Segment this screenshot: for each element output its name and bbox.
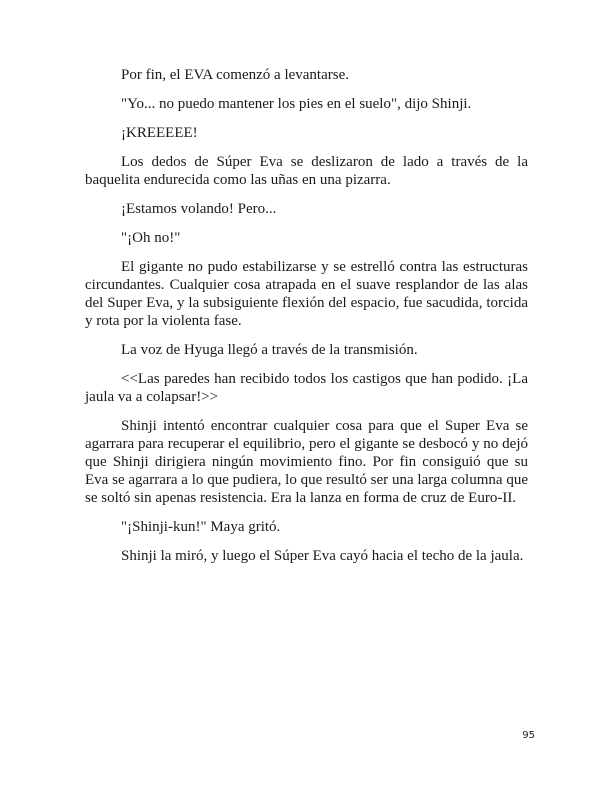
paragraph: La voz de Hyuga llegó a través de la transmisión. [121,342,418,358]
paragraph: Por fin, el EVA comenzó a levantarse. [121,67,349,83]
paragraph: Shinji intentó encontrar cualquier cosa para que el Super Eva se agarrara para recuperar el equilibrio, pero el gigante se desbocó y no dejó que Shinji dirigiera ningún movimiento fino. Por fin consiguió que su Eva se agarrara a lo que pudiera, lo que resultó ser una larga columna que se soltó sin apenas resistencia. Era la lanza en forma de cruz de Euro-II. [85,418,528,506]
paragraph: Los dedos de Súper Eva se deslizaron de lado a través de la baquelita endurecida como las uñas en una pizarra. [85,154,528,188]
page-number: 95 [522,730,535,741]
paragraph: ¡KREEEEE! [121,125,198,141]
paragraph: "¡Oh no!" [121,230,181,246]
paragraph: <<Las paredes han recibido todos los castigos que han podido. ¡La jaula va a colapsar!>> [85,371,528,405]
paragraph: Shinji la miró, y luego el Súper Eva cayó hacia el techo de la jaula. [121,548,524,564]
paragraph: "Yo... no puedo mantener los pies en el suelo", dijo Shinji. [121,96,472,112]
paragraph: "¡Shinji-kun!" Maya gritó. [121,519,281,535]
paragraph: ¡Estamos volando! Pero... [121,201,277,217]
paragraph: El gigante no pudo estabilizarse y se estrelló contra las estructuras circundantes. Cualquier cosa atrapada en el suave resplandor de las alas del Super Eva, y la subsiguiente flexión del espacio, fue sacudida, torcida y rota por la violenta fase. [85,259,528,329]
body-text [85,66,528,576]
